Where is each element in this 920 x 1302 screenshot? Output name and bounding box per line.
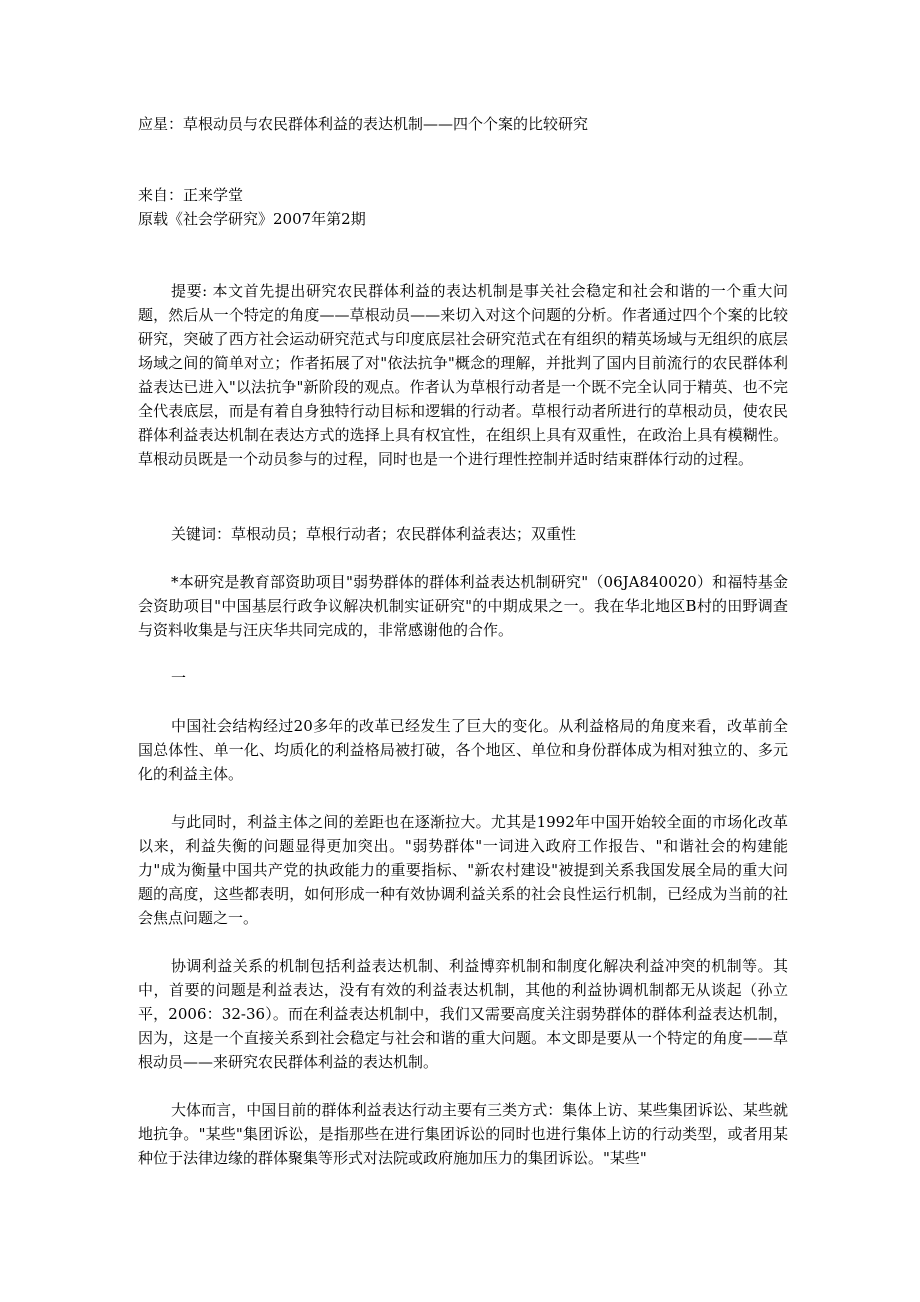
funding-note: *本研究是教育部资助项目"弱势群体的群体利益表达机制研究"（06JA840020）和福特基金会资助项目"中国基层行政争议解决机制实证研究"的中期成果之一。我在华北地区B村的田野调查与资料收集是与汪庆华共同完成的，非常感谢他的合作。 <box>138 573 788 639</box>
section-number-one: 一 <box>171 669 187 687</box>
body-paragraph: 协调利益关系的机制包括利益表达机制、利益博弈机制和制度化解决利益冲突的机制等。其中，首要的问题是利益表达，没有有效的利益表达机制，其他的利益协调机制都无从谈起（孙立平，2006：32-36）。而在利益表达机制中，我们又需要高度关注弱势群体的群体利益表达机制，因为，这是一个直接关系到社会稳定与社会和谐的重大问题。本文即是要从一个特定的角度——草根动员——来研究农民群体利益的表达机制。 <box>138 957 788 1071</box>
abstract-paragraph: 提要: 本文首先提出研究农民群体利益的表达机制是事关社会稳定和社会和谐的一个重大问题，然后从一个特定的角度——草根动员——来切入对这个问题的分析。作者通过四个个案的比较研究，突破了西方社会运动研究范式与印度底层社会研究范式在有组织的精英场域与无组织的底层场域之间的简单对立；作者拓展了对"依法抗争"概念的理解，并批判了国内目前流行的农民群体利益表达已进入"以法抗争"新阶段的观点。作者认为草根行动者是一个既不完全认同于精英、也不完全代表底层，而是有着自身独特行动目标和逻辑的行动者。草根行动者所进行的草根动员，使农民群体利益表达机制在表达方式的选择上具有权宜性，在组织上具有双重性，在政治上具有模糊性。草根动员既是一个动员参与的过程，同时也是一个进行理性控制并适时结束群体行动的过程。 <box>138 282 788 468</box>
original-publication: 原载《社会学研究》2007年第2期 <box>138 210 366 228</box>
keywords-line: 关键词：草根动员；草根行动者；农民群体利益表达；双重性 <box>171 525 577 543</box>
body-paragraph: 中国社会结构经过20多年的改革已经发生了巨大的变化。从利益格局的角度来看，改革前全国总体性、单一化、均质化的利益格局被打破，各个地区、单位和身份群体成为相对独立的、多元化的利益主体。 <box>138 717 788 783</box>
body-paragraph: 与此同时，利益主体之间的差距也在逐渐拉大。尤其是1992年中国开始较全面的市场化改革以来，利益失衡的问题显得更加突出。"弱势群体"一词进入政府工作报告、"和谐社会的构建能力"成为衡量中国共产党的执政能力的重要指标、"新农村建设"被提到关系我国发展全局的重大问题的高度，这些都表明，如何形成一种有效协调利益关系的社会良性运行机制，已经成为当前的社会焦点问题之一。 <box>138 813 788 927</box>
source-line: 来自：正来学堂 <box>138 186 244 204</box>
article-title: 应星：草根动员与农民群体利益的表达机制——四个个案的比较研究 <box>138 115 589 133</box>
body-paragraph: 大体而言，中国目前的群体利益表达行动主要有三类方式：集体上访、某些集团诉讼、某些就地抗争。"某些"集团诉讼，是指那些在进行集团诉讼的同时也进行集体上访的行动类型，或者用某种位于法律边缘的群体聚集等形式对法院或政府施加压力的集团诉讼。"某些" <box>138 1101 788 1167</box>
